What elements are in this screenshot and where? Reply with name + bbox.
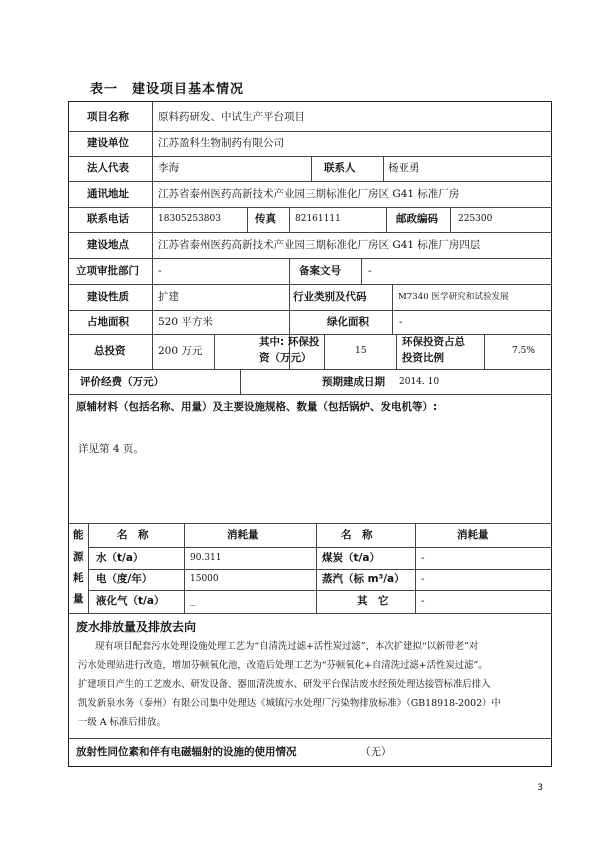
wastewater-title: 废水排放量及排放去向 — [76, 620, 197, 634]
column-divider — [247, 207, 248, 232]
energy-consumption-header: 消耗量 — [227, 529, 259, 541]
energy-consumption-header-2: 消耗量 — [457, 529, 489, 541]
project-name-value: 原料药研发、中试生产平台项目 — [158, 111, 305, 123]
wastewater-line: 现有项目配套污水处理设施处理工艺为“自清洗过滤+活性炭过滤”，本次扩建拟“以新带老”对 — [95, 641, 479, 652]
column-divider — [450, 207, 451, 232]
wastewater-line: 一级 A 标准后排放。 — [78, 717, 166, 728]
row-divider — [88, 569, 552, 570]
column-divider — [361, 258, 362, 284]
column-divider — [324, 334, 325, 369]
env-ratio-label-2: 投资比例 — [402, 352, 444, 364]
column-divider — [311, 156, 312, 181]
green-area-value: - — [399, 316, 403, 328]
land-area-value: 520 平方米 — [158, 316, 213, 328]
energy-item-value: 15000 — [190, 574, 219, 584]
energy-item-name: 水（t/a） — [96, 552, 144, 564]
energy-side-label: 耗 — [73, 572, 84, 584]
construction-nature-value: 扩建 — [158, 291, 179, 303]
record-no-value: - — [368, 265, 372, 277]
wastewater-line: 扩建项目产生的工艺废水、研发设备、器皿清洗废水、研发平台保洁废水经预处理达接管标准后排入 — [78, 679, 491, 690]
row-divider — [68, 310, 552, 311]
column-divider — [484, 334, 485, 369]
postcode-value: 225300 — [458, 214, 493, 224]
column-divider — [383, 156, 384, 181]
location-value: 江苏省泰州医药高新技术产业园三期标准化厂房区 G41 标准厂房四层 — [158, 239, 481, 251]
project-name-label: 项目名称 — [87, 111, 129, 123]
row-divider — [88, 547, 552, 548]
row-divider — [68, 207, 552, 208]
radiation-title: 放射性同位素和伴有电磁辐射的设施的使用情况 — [76, 746, 297, 758]
column-divider — [152, 284, 153, 369]
row-divider — [88, 590, 552, 591]
env-ratio-value: 7.5% — [512, 346, 535, 356]
energy-side-label: 源 — [73, 551, 84, 563]
row-divider — [68, 131, 552, 132]
evaluation-fee-label: 评价经费（万元） — [80, 376, 164, 388]
env-investment-value: 15 — [355, 346, 367, 356]
energy-item-name: 电（度/年） — [96, 573, 153, 585]
column-divider — [88, 523, 89, 613]
column-divider — [392, 284, 393, 334]
industry-value: M7340 医学研究和试验发展 — [398, 292, 509, 302]
construction-unit-value: 江苏盈科生物制药有限公司 — [158, 137, 284, 149]
column-divider — [152, 101, 153, 269]
location-label: 建设地点 — [87, 239, 129, 251]
column-divider — [240, 369, 241, 394]
total-investment-value: 200 万元 — [158, 345, 203, 357]
energy-name-header: 名 称 — [117, 529, 149, 541]
row-divider — [68, 258, 552, 259]
energy-item-value: _ — [190, 594, 196, 606]
completion-date-label: 预期建成日期 — [322, 376, 385, 388]
industry-label: 行业类别及代码 — [293, 291, 367, 303]
energy-item-value-2: - — [421, 573, 425, 585]
address-label: 通讯地址 — [87, 188, 129, 200]
energy-item-name-2: 其 它 — [357, 595, 389, 607]
column-divider — [386, 207, 387, 232]
column-divider — [184, 523, 185, 613]
column-divider — [152, 258, 153, 284]
energy-item-value: 90.311 — [190, 553, 222, 563]
row-divider — [68, 284, 552, 285]
row-divider — [68, 369, 552, 370]
materials-content: 详见第 4 页。 — [78, 443, 144, 455]
record-no-label: 备案文号 — [299, 265, 341, 277]
radiation-value: （无） — [360, 746, 392, 758]
column-divider — [289, 207, 290, 232]
contact-label: 联系人 — [324, 162, 356, 174]
energy-item-value-2: - — [421, 552, 425, 564]
energy-item-value-2: - — [421, 595, 425, 607]
completion-date-value: 2014. 10 — [399, 377, 440, 387]
energy-side-label: 能 — [73, 529, 84, 541]
energy-item-name-2: 蒸汽（标 m³/a） — [322, 573, 405, 585]
contact-value: 杨亚勇 — [388, 162, 420, 174]
env-ratio-label: 环保投资占总 — [402, 336, 465, 348]
legal-rep-label: 法人代表 — [87, 162, 129, 174]
column-divider — [396, 334, 397, 369]
row-divider — [68, 232, 552, 233]
energy-item-name-2: 煤炭（t/a） — [322, 552, 380, 564]
row-divider — [68, 394, 552, 395]
column-divider — [214, 334, 215, 369]
legal-rep-value: 李海 — [158, 162, 179, 174]
energy-side-label: 量 — [73, 593, 84, 605]
page-title: 表一 建设项目基本情况 — [90, 82, 245, 97]
green-area-label: 绿化面积 — [327, 316, 369, 328]
column-divider — [415, 523, 416, 613]
energy-item-name: 液化气（t/a） — [96, 595, 165, 607]
construction-unit-label: 建设单位 — [87, 137, 129, 149]
column-divider — [316, 523, 317, 613]
row-divider — [68, 181, 552, 182]
fax-label: 传真 — [255, 213, 276, 225]
total-investment-label: 总投资 — [94, 345, 126, 357]
row-divider — [68, 613, 552, 614]
fax-value: 82161111 — [295, 214, 341, 224]
row-divider — [68, 334, 552, 335]
env-investment-label-2: 资（万元） — [259, 352, 312, 364]
row-divider — [68, 738, 552, 739]
wastewater-line: 污水处理站进行改造，增加芬顿氧化池，改造后处理工艺为“芬顿氧化+自清洗过滤+活性炭过滤”。 — [78, 660, 488, 671]
energy-name-header-2: 名 称 — [341, 529, 373, 541]
address-value: 江苏省泰州医药高新技术产业园三期标准化厂房区 G41 标准厂房 — [158, 188, 460, 200]
page-number: 3 — [537, 783, 543, 793]
row-divider — [68, 523, 552, 524]
phone-label: 联系电话 — [87, 213, 129, 225]
row-divider — [68, 156, 552, 157]
wastewater-line: 凯发新泉水务（泰州）有限公司集中处理达《城镇污水处理厂污染物排放标准》（GB18918-2002）中 — [78, 698, 501, 709]
phone-value: 18305253803 — [158, 214, 221, 224]
approval-dept-label: 立项审批部门 — [76, 265, 139, 277]
materials-title: 原辅材料（包括名称、用量）及主要设施规格、数量（包括锅炉、发电机等）: — [76, 401, 438, 413]
construction-nature-label: 建设性质 — [87, 291, 129, 303]
env-investment-label: 其中: 环保投 — [259, 336, 320, 348]
approval-dept-value: - — [158, 265, 162, 277]
postcode-label: 邮政编码 — [396, 213, 438, 225]
land-area-label: 占地面积 — [87, 316, 129, 328]
